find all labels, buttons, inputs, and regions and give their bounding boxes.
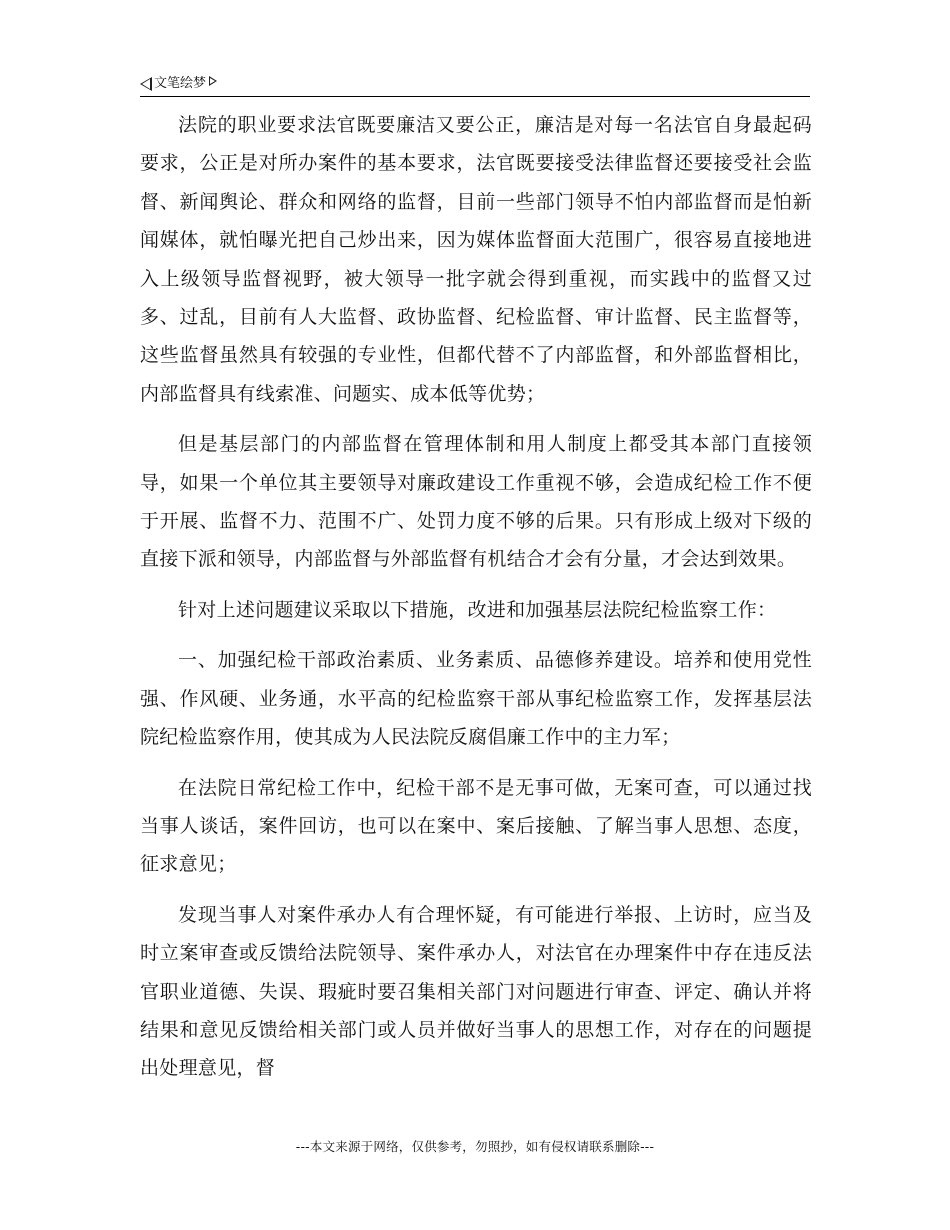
paragraph: 法院的职业要求法官既要廉洁又要公正，廉洁是对每一名法官自身最起码要求，公正是对所办案件的基本要求，法官既要接受法律监督还要接受社会监督、新闻舆论、群众和网络的监督，目前一些部门领导不怕内部监督而是怕新闻媒体，就怕曝光把自己炒出来，因为媒体监督面大范围广，很容易直接地进入上级领导监督视野，被大领导一批字就会得到重视，而实践中的监督又过多、过乱，目前有人大监督、政协监督、纪检监督、审计监督、民主监督等，这些监督虽然具有较强的专业性，但都代替不了内部监督，和外部监督相比，内部监督具有线索准、问题实、成本低等优势； bbox=[140, 114, 812, 405]
left-triangle-icon bbox=[140, 77, 152, 91]
right-triangle-icon bbox=[209, 76, 217, 86]
paragraph: 针对上述问题建议采取以下措施，改进和加强基层法院纪检监察工作： bbox=[178, 598, 777, 621]
paragraph: 在法院日常纪检工作中，纪检干部不是无事可做，无案可查，可以通过找当事人谈话，案件回访，也可以在案中、案后接触、了解当事人思想、态度，征求意见； bbox=[140, 776, 812, 876]
page-header bbox=[140, 72, 810, 97]
document-body bbox=[140, 106, 812, 1100]
paragraph: 发现当事人对案件承办人有合理怀疑，有可能进行举报、上访时，应当及时立案审查或反馈给法院领导、案件承办人，对法官在办理案件中存在违反法官职业道德、失误、瑕疵时要召集相关部门对问题进行审查、评定、确认并将结果和意见反馈给相关部门或人员并做好当事人的思想工作，对存在的问题提出处理意见，督 bbox=[140, 903, 812, 1080]
paragraph: 但是基层部门的内部监督在管理体制和用人制度上都受其本部门直接领导，如果一个单位其主要领导对廉政建设工作重视不够，会造成纪检工作不便于开展、监督不力、范围不广、处罚力度不够的后果。只有形成上级对下级的直接下派和领导，内部监督与外部监督有机结合才会有分量，才会达到效果。 bbox=[140, 433, 812, 571]
page-footer-disclaimer: ---本文来源于网络，仅供参考，勿照抄，如有侵权请联系删除--- bbox=[295, 1139, 655, 1154]
paragraph: 一、加强纪检干部政治素质、业务素质、品德修养建设。培养和使用党性强、作风硬、业务通，水平高的纪检监察干部从事纪检监察工作，发挥基层法院纪检监察作用，使其成为人民法院反腐倡廉工作中的主力军； bbox=[140, 649, 812, 749]
header-title: 文笔绘梦 bbox=[154, 76, 207, 91]
